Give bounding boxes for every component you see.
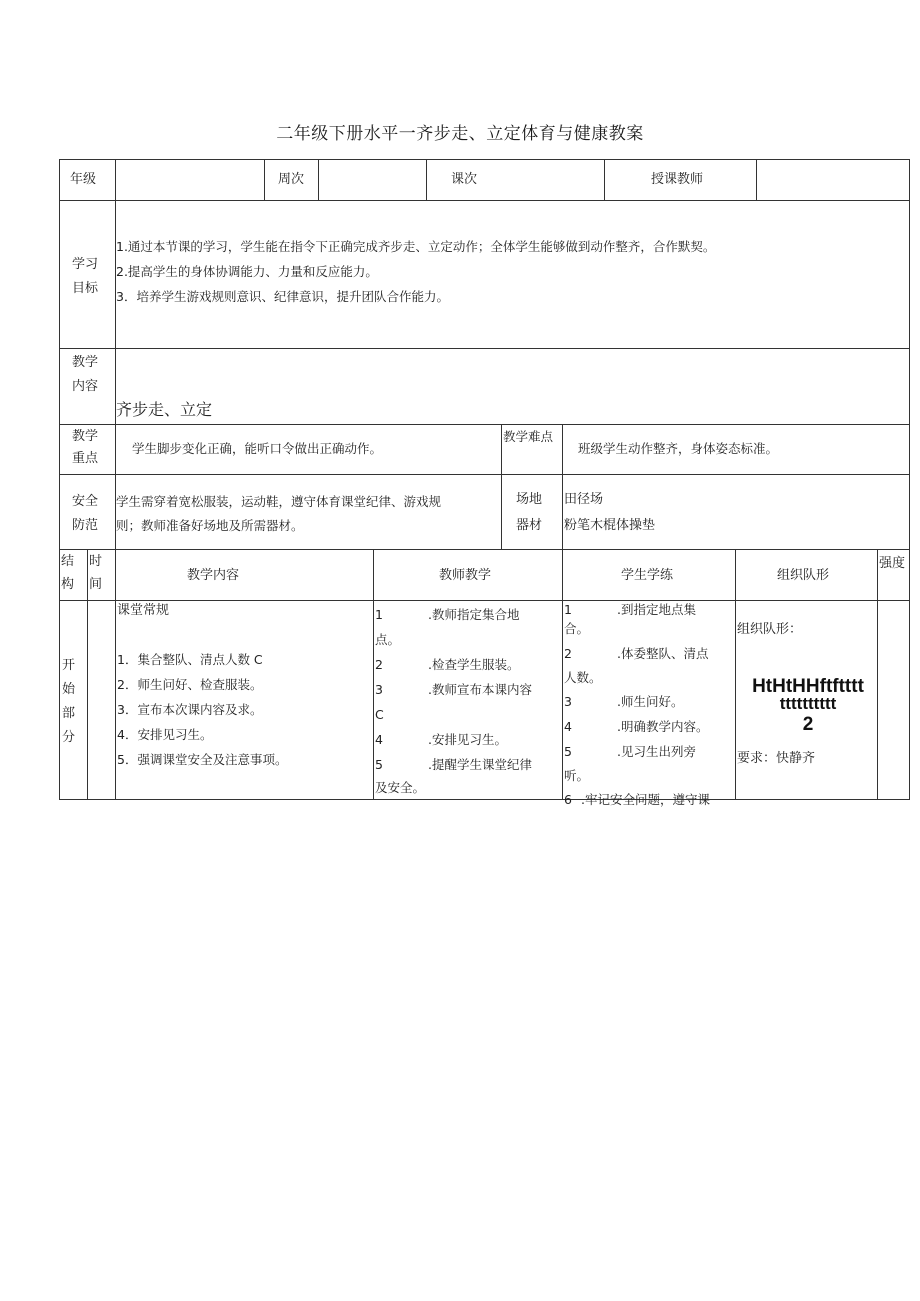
- keypoints-label: 重点: [72, 451, 99, 466]
- row-divider: [59, 549, 910, 550]
- col-divider: [756, 159, 757, 200]
- content-item: 3．宣布本次课内容及求。: [117, 702, 263, 717]
- keypoints-value: 学生脚步变化正确，能听口令做出正确动作。: [132, 441, 383, 456]
- teacher-item-cont: 点。: [375, 632, 401, 647]
- student-item: .见习生出列旁: [617, 744, 696, 759]
- formation-requirement: 要求：快静齐: [737, 751, 816, 766]
- time-header: 时: [89, 554, 103, 569]
- teacher-item-num: 5: [375, 757, 383, 772]
- student-item-num: 5: [564, 744, 572, 759]
- goal-item: 3．培养学生游戏规则意识、纪律意识，提升团队合作能力。: [116, 289, 449, 304]
- col-divider: [318, 159, 319, 200]
- teacher-label: 授课教师: [651, 172, 704, 187]
- student-item-cont: 合。: [564, 621, 590, 636]
- teacher-item-num: 1: [375, 607, 383, 622]
- structure-header: 结: [61, 554, 75, 569]
- structure-header: 构: [61, 577, 75, 592]
- student-item-cont: 听。: [564, 768, 590, 783]
- teacher-item: .教师宣布本课内容: [428, 682, 532, 697]
- teacher-item: .检查学生服装。: [428, 657, 520, 672]
- student-item-num: 6: [564, 792, 572, 807]
- section-label: 分: [62, 730, 76, 745]
- teacher-item: .教师指定集合地: [428, 607, 520, 622]
- teacher-item: .安排见习生。: [428, 732, 507, 747]
- intensity-header: 强度: [879, 556, 906, 571]
- content-item: 1．集合整队、清点人数 C: [117, 652, 263, 667]
- col-divider: [501, 474, 502, 549]
- goal-item: 1.通过本节课的学习，学生能在指令下正确完成齐步走、立定动作；全体学生能够做到动作整齐，合作默契。: [116, 239, 716, 254]
- student-item: .牢记安全问题，遵守课: [581, 792, 710, 807]
- section-label: 开: [62, 658, 76, 673]
- student-item-num: 4: [564, 719, 572, 734]
- formation-diagram-row: HtHtHHftftttt: [752, 676, 864, 697]
- row-divider: [59, 348, 910, 349]
- section-label: 始: [62, 682, 76, 697]
- row-divider: [59, 424, 910, 425]
- goal-item: 2.提高学生的身体协调能力、力量和反应能力。: [116, 264, 378, 279]
- teacher-item-num: 2: [375, 657, 383, 672]
- formation-label: 组织队形：: [737, 622, 803, 637]
- content-label: 教学: [72, 355, 99, 370]
- student-item-num: 2: [564, 646, 572, 661]
- teaching-content-header: 教学内容: [187, 568, 240, 583]
- page-title: 二年级下册水平一齐步走、立定体育与健康教案: [276, 124, 644, 144]
- content-value: 齐步走、立定: [116, 400, 213, 419]
- student-item-num: 3: [564, 694, 572, 709]
- week-label: 周次: [278, 172, 305, 187]
- teacher-teaching-header: 教师教学: [439, 568, 492, 583]
- col-divider: [373, 549, 374, 800]
- col-divider: [426, 159, 427, 200]
- student-item: .到指定地点集: [617, 602, 696, 617]
- safety-label: 防范: [72, 518, 99, 533]
- safety-label: 安全: [72, 494, 99, 509]
- student-item-clip: [563, 788, 734, 807]
- student-item: .师生问好。: [617, 694, 684, 709]
- col-divider: [264, 159, 265, 200]
- student-item-cont: 人数。: [564, 670, 602, 685]
- lesson-label: 课次: [451, 172, 478, 187]
- col-divider: [877, 549, 878, 800]
- student-item: .明确教学内容。: [617, 719, 709, 734]
- safety-text: 则；教师准备好场地及所需器材。: [116, 518, 304, 533]
- difficulty-value: 班级学生动作整齐，身体姿态标准。: [578, 441, 779, 456]
- equipment-value: 粉笔木棍体操垫: [564, 518, 656, 533]
- grade-label: 年级: [70, 172, 97, 187]
- teacher-item-num: 4: [375, 732, 383, 747]
- content-label: 内容: [72, 379, 99, 394]
- col-divider: [735, 549, 736, 800]
- col-divider: [562, 474, 563, 549]
- formation-diagram-row: tttttttttt: [779, 694, 837, 713]
- teacher-item: .提醒学生课堂纪律: [428, 757, 532, 772]
- col-divider: [501, 424, 502, 474]
- row-divider: [59, 200, 910, 201]
- student-practice-header: 学生学练: [621, 568, 674, 583]
- row-divider: [59, 600, 910, 601]
- col-divider: [562, 424, 563, 474]
- time-header: 间: [89, 577, 103, 592]
- formation-header: 组织队形: [777, 568, 830, 583]
- student-item-num: 1: [564, 602, 572, 617]
- keypoints-label: 教学: [72, 429, 99, 444]
- content-title: 课堂常规: [117, 603, 170, 618]
- col-divider: [115, 549, 116, 800]
- content-item: 5．强调课堂安全及注意事项。: [117, 752, 288, 767]
- venue-value: 田径场: [564, 492, 604, 507]
- content-item: 4．安排见习生。: [117, 727, 213, 742]
- goals-label: 学习: [72, 257, 99, 272]
- content-item: 2．师生问好、检查服装。: [117, 677, 263, 692]
- col-divider: [604, 159, 605, 200]
- col-divider: [562, 549, 563, 800]
- safety-text: 学生需穿着宽松服装，运动鞋，遵守体育课堂纪律、游戏规: [116, 494, 442, 509]
- row-divider: [59, 474, 910, 475]
- difficulty-label: 教学难点: [503, 429, 554, 444]
- student-item: .体委整队、清点: [617, 646, 709, 661]
- venue-label: 器材: [516, 518, 543, 533]
- venue-label: 场地: [516, 492, 543, 507]
- section-label: 部: [62, 706, 76, 721]
- teacher-item-cont: 及安全。: [375, 780, 426, 795]
- goals-label: 目标: [72, 281, 99, 296]
- teacher-item-num: 3: [375, 682, 383, 697]
- formation-diagram-row: 2: [802, 714, 814, 735]
- col-divider: [87, 549, 88, 800]
- teacher-item-cont: C: [375, 707, 384, 722]
